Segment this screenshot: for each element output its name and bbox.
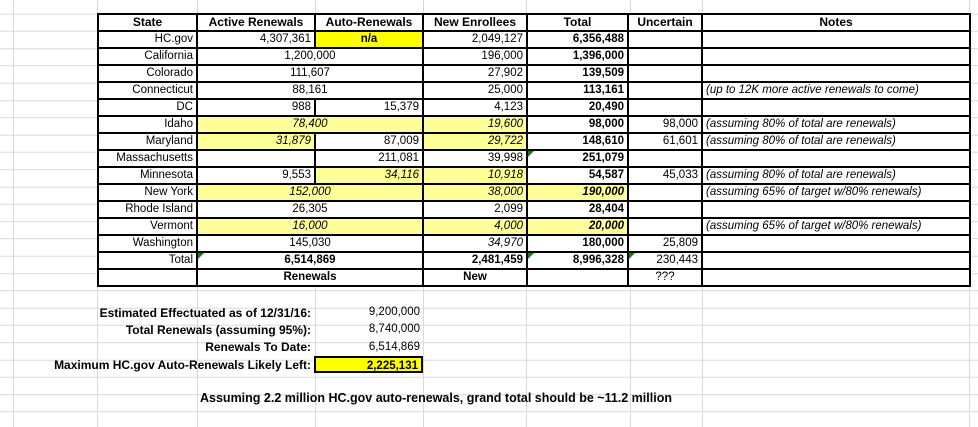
cell-dc-active[interactable]: 988 bbox=[197, 99, 315, 116]
row-rhodeisland bbox=[98, 201, 970, 218]
cell-minnesota-active[interactable]: 9,553 bbox=[197, 167, 315, 184]
cell-minnesota-auto[interactable]: 34,116 bbox=[315, 167, 423, 184]
cell-washington-new[interactable]: 34,970 bbox=[423, 235, 527, 252]
cell-total-total[interactable] bbox=[527, 252, 628, 269]
cell-rhodeisland-uncertain[interactable] bbox=[628, 201, 702, 218]
summary-row bbox=[0, 304, 423, 321]
cell-blank-total[interactable] bbox=[527, 269, 628, 286]
summary-block bbox=[0, 304, 423, 373]
cell-vermont-new[interactable]: 4,000 bbox=[423, 218, 527, 235]
summary-value[interactable]: 8,740,000 bbox=[368, 323, 420, 336]
cell-connecticut-renewals[interactable]: 88,161 bbox=[197, 82, 423, 99]
cell-dc-new[interactable]: 4,123 bbox=[423, 99, 527, 116]
header-state[interactable]: State bbox=[98, 14, 197, 31]
header-row bbox=[98, 14, 970, 31]
cell-blank bbox=[98, 269, 197, 286]
summary-value[interactable]: 6,514,869 bbox=[368, 340, 420, 353]
cell-colorado-uncertain[interactable] bbox=[628, 65, 702, 82]
cell-newyork-new[interactable]: 38,000 bbox=[423, 184, 527, 201]
cell-text: 251,079 bbox=[582, 152, 624, 164]
cell-massachusetts-uncertain[interactable] bbox=[628, 150, 702, 167]
cell-newyork-renewals[interactable]: 152,000 bbox=[197, 184, 423, 201]
row-connecticut bbox=[98, 82, 970, 99]
cell-connecticut-new[interactable]: 25,000 bbox=[423, 82, 527, 99]
cell-newyork-notes[interactable]: (assuming 65% of target w/80% renewals) bbox=[702, 184, 970, 201]
cell-renewals-label[interactable]: Renewals bbox=[197, 269, 423, 286]
cell-dc-auto[interactable]: 15,379 bbox=[315, 99, 423, 116]
cell-text: 8,996,328 bbox=[572, 254, 624, 266]
summary-value[interactable]: 9,200,000 bbox=[368, 306, 420, 318]
cell-idaho-uncertain[interactable]: 98,000 bbox=[628, 116, 702, 133]
cell-colorado-renewals[interactable]: 111,607 bbox=[197, 65, 423, 82]
cell-dc-state[interactable]: DC bbox=[98, 99, 197, 116]
cell-newyork-state[interactable]: New York bbox=[98, 184, 197, 201]
cell-california-total[interactable]: 1,396,000 bbox=[527, 48, 628, 65]
cell-washington-total[interactable]: 180,000 bbox=[527, 235, 628, 252]
cell-california-uncertain[interactable] bbox=[628, 48, 702, 65]
cell-hcgov-active[interactable]: 4,307,361 bbox=[197, 31, 315, 48]
cell-massachusetts-auto[interactable]: 211,081 bbox=[315, 150, 423, 167]
cell-total-new[interactable]: 2,481,459 bbox=[423, 252, 527, 269]
summary-row bbox=[0, 339, 423, 356]
cell-rhodeisland-state[interactable]: Rhode Island bbox=[98, 201, 197, 218]
cell-idaho-notes[interactable]: (assuming 80% of total are renewals) bbox=[702, 116, 970, 133]
cell-massachusetts-active[interactable] bbox=[197, 150, 315, 167]
cell-massachusetts-total[interactable] bbox=[527, 150, 628, 167]
cell-flag-icon bbox=[528, 151, 534, 157]
cell-newyork-total[interactable]: 190,000 bbox=[527, 184, 628, 201]
cell-massachusetts-new[interactable]: 39,998 bbox=[423, 150, 527, 167]
cell-maryland-state[interactable]: Maryland bbox=[98, 133, 197, 150]
cell-rhodeisland-total[interactable]: 28,404 bbox=[527, 201, 628, 218]
row-washington bbox=[98, 235, 970, 252]
cell-flag-icon bbox=[629, 253, 635, 259]
cell-total-notes[interactable] bbox=[702, 252, 970, 269]
cell-connecticut-total[interactable]: 113,161 bbox=[527, 82, 628, 99]
cell-total-uncertain[interactable] bbox=[628, 252, 702, 269]
cell-massachusetts-notes[interactable] bbox=[702, 150, 970, 167]
cell-vermont-notes[interactable]: (assuming 65% of target w/80% renewals) bbox=[702, 218, 970, 235]
cell-newyork-uncertain[interactable] bbox=[628, 184, 702, 201]
header-auto-renewals[interactable]: Auto-Renewals bbox=[315, 14, 423, 31]
header-total[interactable]: Total bbox=[527, 14, 628, 31]
header-active-renewals[interactable]: Active Renewals bbox=[197, 14, 315, 31]
cell-maryland-total[interactable]: 148,610 bbox=[527, 133, 628, 150]
cell-connecticut-uncertain[interactable] bbox=[628, 82, 702, 99]
enrollment-table bbox=[97, 13, 971, 287]
summary-row bbox=[0, 321, 423, 338]
summary-label[interactable]: Total Renewals (assuming 95%): bbox=[125, 322, 311, 337]
cell-vermont-state[interactable]: Vermont bbox=[98, 218, 197, 235]
cell-total-renewals[interactable] bbox=[197, 252, 423, 269]
row-dc bbox=[98, 99, 970, 116]
cell-washington-notes[interactable] bbox=[702, 235, 970, 252]
cell-minnesota-state[interactable]: Minnesota bbox=[98, 167, 197, 184]
cell-idaho-state[interactable]: Idaho bbox=[98, 116, 197, 133]
cell-minnesota-new[interactable]: 10,918 bbox=[423, 167, 527, 184]
cell-vermont-uncertain[interactable] bbox=[628, 218, 702, 235]
cell-colorado-new[interactable]: 27,902 bbox=[423, 65, 527, 82]
cell-california-renewals[interactable]: 1,200,000 bbox=[197, 48, 423, 65]
row-total bbox=[98, 252, 970, 269]
row-hcgov bbox=[98, 31, 970, 48]
cell-hcgov-notes[interactable] bbox=[702, 31, 970, 48]
cell-idaho-new[interactable]: 19,600 bbox=[423, 116, 527, 133]
row-massachusetts bbox=[98, 150, 970, 167]
row-vermont bbox=[98, 218, 970, 235]
cell-total-state[interactable]: Total bbox=[98, 252, 197, 269]
row-idaho bbox=[98, 116, 970, 133]
cell-california-notes[interactable] bbox=[702, 48, 970, 65]
cell-hcgov-state[interactable]: HC.gov bbox=[98, 31, 197, 48]
cell-colorado-notes[interactable] bbox=[702, 65, 970, 82]
cell-vermont-total[interactable]: 20,000 bbox=[527, 218, 628, 235]
header-new-enrollees[interactable]: New Enrollees bbox=[423, 14, 527, 31]
cell-hcgov-uncertain[interactable] bbox=[628, 31, 702, 48]
cell-maryland-new[interactable]: 29,722 bbox=[423, 133, 527, 150]
cell-uncertain-label[interactable]: ??? bbox=[628, 269, 702, 286]
cell-washington-renewals[interactable]: 145,030 bbox=[197, 235, 423, 252]
row-column-labels bbox=[98, 269, 970, 286]
cell-minnesota-total[interactable]: 54,587 bbox=[527, 167, 628, 184]
cell-connecticut-notes[interactable]: (up to 12K more active renewals to come) bbox=[702, 82, 970, 99]
row-newyork bbox=[98, 184, 970, 201]
cell-hcgov-new[interactable]: 2,049,127 bbox=[423, 31, 527, 48]
summary-label[interactable]: Maximum HC.gov Auto-Renewals Likely Left: bbox=[54, 357, 311, 372]
summary-label[interactable]: Renewals To Date: bbox=[205, 340, 311, 355]
cell-idaho-renewals[interactable]: 78,400 bbox=[197, 116, 423, 133]
footnote[interactable]: Assuming 2.2 million HC.gov auto-renewals, grand total should be ~11.2 million bbox=[200, 391, 672, 405]
row-california bbox=[98, 48, 970, 65]
row-maryland bbox=[98, 133, 970, 150]
cell-washington-uncertain[interactable]: 25,809 bbox=[628, 235, 702, 252]
cell-maryland-notes[interactable]: (assuming 80% of total are renewals) bbox=[702, 133, 970, 150]
summary-label[interactable]: Estimated Effectuated as of 12/31/16: bbox=[99, 305, 311, 320]
cell-connecticut-state[interactable]: Connecticut bbox=[98, 82, 197, 99]
cell-california-state[interactable]: California bbox=[98, 48, 197, 65]
cell-dc-total[interactable]: 20,490 bbox=[527, 99, 628, 116]
cell-colorado-state[interactable]: Colorado bbox=[98, 65, 197, 82]
cell-hcgov-auto[interactable]: n/a bbox=[315, 31, 423, 48]
cell-maryland-uncertain[interactable]: 61,601 bbox=[628, 133, 702, 150]
cell-minnesota-uncertain[interactable]: 45,033 bbox=[628, 167, 702, 184]
summary-row bbox=[0, 356, 423, 373]
cell-rhodeisland-notes[interactable] bbox=[702, 201, 970, 218]
cell-rhodeisland-new[interactable]: 2,099 bbox=[423, 201, 527, 218]
cell-text: 6,514,869 bbox=[284, 254, 336, 266]
cell-idaho-total[interactable]: 98,000 bbox=[527, 116, 628, 133]
summary-value-highlighted[interactable]: 2,225,131 bbox=[314, 356, 423, 373]
cell-massachusetts-state[interactable]: Massachusetts bbox=[98, 150, 197, 167]
cell-california-new[interactable]: 196,000 bbox=[423, 48, 527, 65]
row-colorado bbox=[98, 65, 970, 82]
cell-blank bbox=[702, 269, 970, 286]
cell-washington-state[interactable]: Washington bbox=[98, 235, 197, 252]
cell-colorado-total[interactable]: 139,509 bbox=[527, 65, 628, 82]
cell-maryland-active[interactable]: 31,879 bbox=[197, 133, 315, 150]
cell-rhodeisland-renewals[interactable]: 26,305 bbox=[197, 201, 423, 218]
cell-maryland-auto[interactable]: 87,009 bbox=[315, 133, 423, 150]
row-minnesota bbox=[98, 167, 970, 184]
cell-flag-icon bbox=[528, 253, 534, 259]
cell-text: 230,443 bbox=[656, 254, 698, 266]
cell-hcgov-total[interactable]: 6,356,488 bbox=[527, 31, 628, 48]
cell-vermont-renewals[interactable]: 16,000 bbox=[197, 218, 423, 235]
header-uncertain[interactable]: Uncertain bbox=[628, 14, 702, 31]
cell-dc-notes[interactable] bbox=[702, 99, 970, 116]
header-notes[interactable]: Notes bbox=[702, 14, 970, 31]
cell-minnesota-notes[interactable]: (assuming 80% of total are renewals) bbox=[702, 167, 970, 184]
cell-flag-icon bbox=[198, 253, 204, 259]
cell-dc-uncertain[interactable] bbox=[628, 99, 702, 116]
cell-new-label[interactable]: New bbox=[423, 269, 527, 286]
